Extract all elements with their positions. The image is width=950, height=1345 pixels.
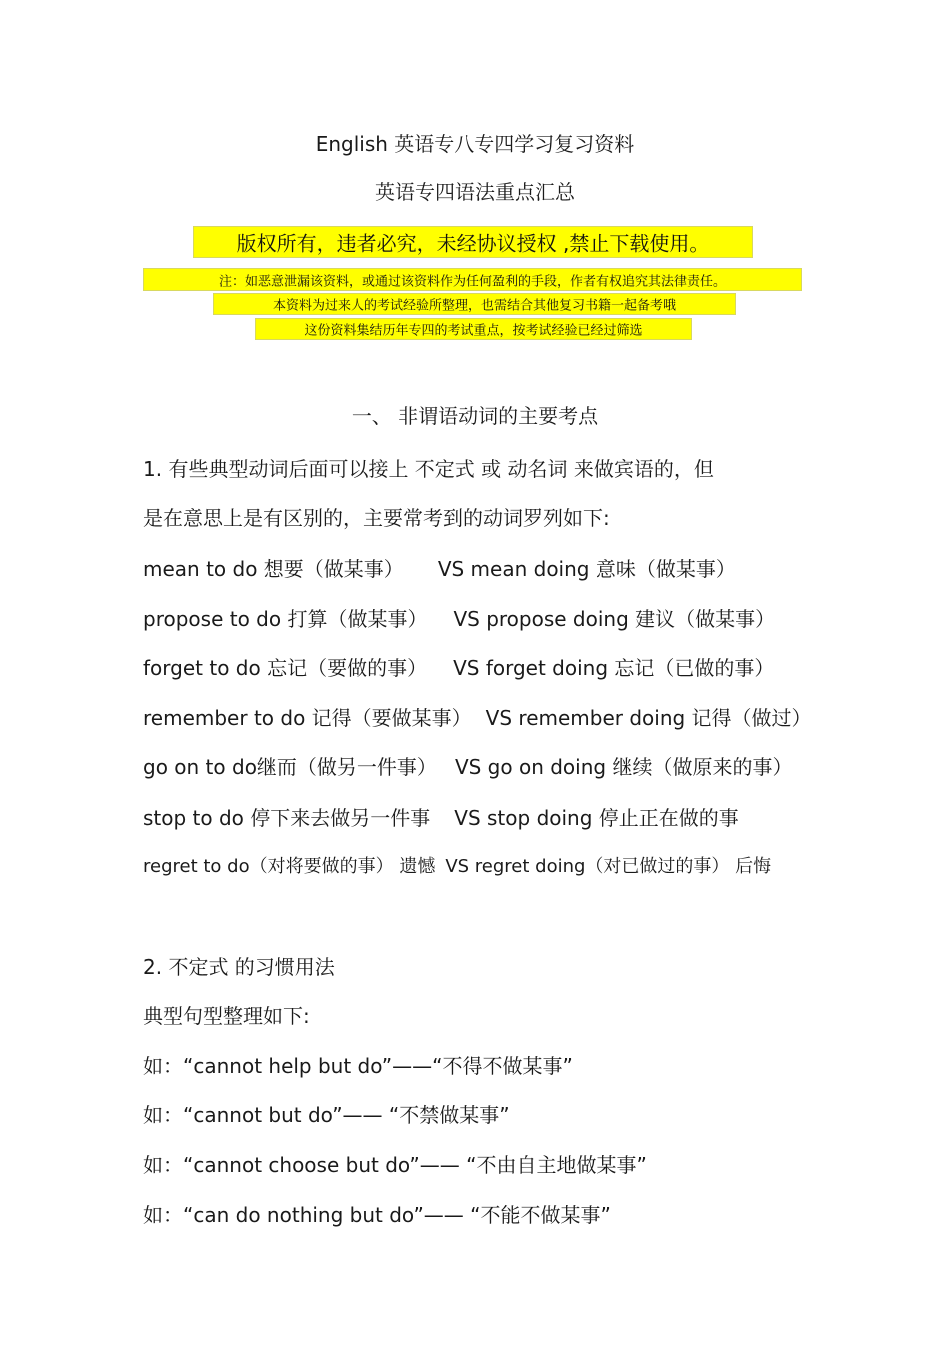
example-line: 如：“can do nothing but do”—— “不能不做某事”: [143, 1203, 611, 1227]
verb-pair-row: [143, 556, 736, 582]
verb-pair-row: [143, 754, 792, 780]
copyright-banner: [193, 226, 753, 258]
verb-pair-left: propose to do 打算（做某事）: [143, 607, 428, 631]
example-line: 如：“cannot but do”—— “不禁做某事”: [143, 1103, 510, 1127]
notice-text-1: 注：如恶意泄漏该资料，或通过该资料作为任何盈利的手段，作者有权追究其法律责任。: [218, 274, 726, 289]
notice-banner-2: [213, 293, 736, 315]
copyright-text: 版权所有，违者必究，未经协议授权 ,禁止下载使用。: [236, 231, 710, 256]
verb-pair-left: stop to do 停下来去做另一件事: [143, 806, 431, 830]
verb-pair-left: forget to do 忘记（要做的事）: [143, 656, 428, 680]
verb-pair-left: mean to do 想要（做某事）: [143, 557, 404, 581]
verb-pair-right: VS regret doing（对已做过的事） 后悔: [445, 856, 772, 877]
verb-pair-right: VS mean doing 意味（做某事）: [437, 557, 736, 581]
verb-pair-left: remember to do 记得（要做某事）: [143, 706, 472, 730]
section1-intro-line2: 是在意思上是有区别的，主要常考到的动词罗列如下:: [143, 506, 610, 530]
verb-pair-right: VS stop doing 停止正在做的事: [454, 806, 739, 830]
section1-heading: 一、 非谓语动词的主要考点: [351, 404, 599, 428]
verb-pair-row: [143, 805, 739, 831]
notice-banner-3: [255, 318, 692, 340]
verb-pair-row: [143, 606, 775, 632]
verb-pair-left: go on to do继而（做另一件事）: [143, 755, 437, 779]
doc-title: English 英语专八专四学习复习资料: [315, 132, 635, 156]
notice-banner-1: [143, 268, 802, 291]
verb-pair-right: VS forget doing 忘记（已做的事）: [453, 656, 775, 680]
section2-subheading: 典型句型整理如下:: [143, 1004, 310, 1028]
verb-pair-right: VS propose doing 建议（做某事）: [453, 607, 776, 631]
section2-heading: 2. 不定式 的习惯用法: [143, 955, 335, 979]
verb-pair-row: [143, 655, 774, 681]
verb-pair-row: [143, 854, 771, 880]
section1-intro-line1: 1. 有些典型动词后面可以接上 不定式 或 动名词 来做宾语的，但: [143, 457, 714, 481]
example-line: 如：“cannot help but do”——“不得不做某事”: [143, 1054, 573, 1078]
notice-text-3: 这份资料集结历年专四的考试重点，按考试经验已经过筛选: [304, 323, 643, 339]
verb-pair-row: [143, 705, 812, 731]
verb-pair-right: VS go on doing 继续（做原来的事）: [454, 755, 793, 779]
example-line: 如：“cannot choose but do”—— “不由自主地做某事”: [143, 1153, 647, 1177]
doc-subtitle: 英语专四语法重点汇总: [375, 180, 575, 204]
verb-pair-right: VS remember doing 记得（做过）: [485, 706, 812, 730]
verb-pair-left: regret to do（对将要做的事） 遗憾: [143, 856, 436, 877]
notice-text-2: 本资料为过来人的考试经验所整理，也需结合其他复习书籍一起备考哦: [272, 298, 676, 314]
